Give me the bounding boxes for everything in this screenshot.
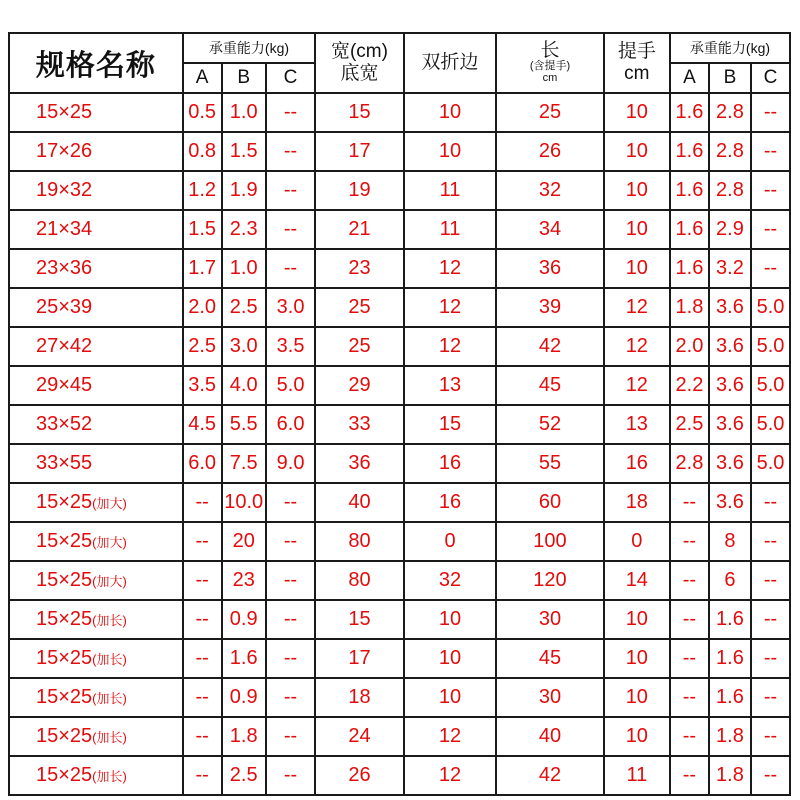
cell-b2: 3.2: [709, 249, 751, 288]
cell-b1: 1.8: [222, 717, 266, 756]
cell-width: 33: [315, 405, 403, 444]
cell-size: [9, 639, 183, 678]
cell-a1: --: [183, 600, 222, 639]
cell-a2: --: [670, 639, 709, 678]
header-length: [496, 33, 603, 93]
cell-a1: 2.0: [183, 288, 222, 327]
cell-size: [9, 366, 183, 405]
cell-a1: 0.5: [183, 93, 222, 132]
size-suffix: (加长): [92, 613, 127, 628]
cell-a2: --: [670, 678, 709, 717]
cell-c1: --: [266, 600, 315, 639]
cell-a1: --: [183, 717, 222, 756]
cell-c2: 5.0: [751, 405, 790, 444]
cell-c1: --: [266, 522, 315, 561]
cell-a1: --: [183, 639, 222, 678]
size-suffix: (加长): [92, 691, 127, 706]
cell-a1: 1.5: [183, 210, 222, 249]
cell-c1: --: [266, 756, 315, 795]
spec-table: [8, 32, 791, 796]
cell-handle: 13: [604, 405, 670, 444]
cell-handle: 12: [604, 327, 670, 366]
cell-a2: 2.5: [670, 405, 709, 444]
cell-width: 23: [315, 249, 403, 288]
cell-width: 21: [315, 210, 403, 249]
header-handle: [604, 33, 670, 93]
cell-a1: --: [183, 756, 222, 795]
cell-a2: 2.2: [670, 366, 709, 405]
size-text: 17×26: [36, 140, 93, 162]
cell-a2: --: [670, 756, 709, 795]
cell-length: 60: [496, 483, 603, 522]
cell-a1: --: [183, 483, 222, 522]
cell-fold: 12: [404, 756, 497, 795]
cell-a2: 1.6: [670, 171, 709, 210]
cell-fold: 13: [404, 366, 497, 405]
table-row: [9, 93, 790, 132]
header-a1: A: [183, 63, 222, 93]
size-text: 15×25: [36, 647, 93, 669]
cell-length: 100: [496, 522, 603, 561]
header-c1: C: [266, 63, 315, 93]
cell-width: 29: [315, 366, 403, 405]
cell-c2: --: [751, 132, 790, 171]
table-row: [9, 483, 790, 522]
cell-b2: 2.8: [709, 93, 751, 132]
cell-width: 24: [315, 717, 403, 756]
cell-b2: 1.6: [709, 639, 751, 678]
cell-b2: 1.6: [709, 678, 751, 717]
cell-b2: 3.6: [709, 444, 751, 483]
size-text: 23×36: [36, 257, 93, 279]
cell-a1: --: [183, 561, 222, 600]
cell-handle: 0: [604, 522, 670, 561]
cell-b2: 1.6: [709, 600, 751, 639]
cell-b1: 2.3: [222, 210, 266, 249]
cell-a2: --: [670, 483, 709, 522]
cell-size: [9, 483, 183, 522]
cell-a1: --: [183, 522, 222, 561]
header-load-group-1: 承重能力(kg): [183, 33, 316, 63]
cell-width: 17: [315, 132, 403, 171]
cell-fold: 11: [404, 171, 497, 210]
cell-fold: 15: [404, 405, 497, 444]
cell-b1: 1.0: [222, 249, 266, 288]
size-text: 15×25: [36, 725, 93, 747]
table-row: [9, 249, 790, 288]
cell-length: 30: [496, 600, 603, 639]
table-row: [9, 561, 790, 600]
cell-b2: 3.6: [709, 366, 751, 405]
size-suffix: (加大): [92, 496, 127, 511]
header-c2: C: [751, 63, 790, 93]
cell-length: 42: [496, 327, 603, 366]
size-suffix: (加长): [92, 652, 127, 667]
cell-b1: 10.0: [222, 483, 266, 522]
cell-c2: --: [751, 483, 790, 522]
cell-b1: 4.0: [222, 366, 266, 405]
size-suffix: (加长): [92, 730, 127, 745]
cell-handle: 12: [604, 366, 670, 405]
cell-width: 25: [315, 327, 403, 366]
size-text: 15×25: [36, 686, 93, 708]
table-row: [9, 756, 790, 795]
size-text: 27×42: [36, 335, 93, 357]
cell-fold: 16: [404, 444, 497, 483]
header-width-line1: 宽(cm): [330, 41, 388, 62]
cell-handle: 10: [604, 600, 670, 639]
cell-handle: 11: [604, 756, 670, 795]
cell-b1: 1.0: [222, 93, 266, 132]
cell-handle: 10: [604, 717, 670, 756]
cell-c1: --: [266, 678, 315, 717]
cell-b2: 6: [709, 561, 751, 600]
cell-c1: --: [266, 132, 315, 171]
cell-c2: --: [751, 210, 790, 249]
size-text: 33×52: [36, 413, 93, 435]
cell-c1: --: [266, 561, 315, 600]
cell-c2: 5.0: [751, 288, 790, 327]
cell-c2: --: [751, 717, 790, 756]
cell-length: 120: [496, 561, 603, 600]
header-a2: A: [670, 63, 709, 93]
cell-a2: 2.8: [670, 444, 709, 483]
cell-c2: 5.0: [751, 327, 790, 366]
table-row: [9, 171, 790, 210]
header-width-line2: 底宽: [340, 63, 379, 84]
cell-handle: 18: [604, 483, 670, 522]
cell-b1: 0.9: [222, 678, 266, 717]
cell-length: 34: [496, 210, 603, 249]
size-text: 15×25: [36, 569, 93, 591]
cell-length: 45: [496, 366, 603, 405]
cell-handle: 12: [604, 288, 670, 327]
cell-a1: 2.5: [183, 327, 222, 366]
cell-handle: 10: [604, 678, 670, 717]
cell-c1: 9.0: [266, 444, 315, 483]
cell-size: [9, 405, 183, 444]
cell-length: 42: [496, 756, 603, 795]
size-text: 15×25: [36, 491, 93, 513]
table-row: [9, 327, 790, 366]
cell-width: 17: [315, 639, 403, 678]
header-row-group: [9, 33, 790, 63]
cell-size: [9, 288, 183, 327]
cell-c2: --: [751, 561, 790, 600]
cell-fold: 10: [404, 93, 497, 132]
cell-a2: --: [670, 522, 709, 561]
cell-b1: 20: [222, 522, 266, 561]
cell-a2: 2.0: [670, 327, 709, 366]
cell-a1: 1.7: [183, 249, 222, 288]
table-row: [9, 678, 790, 717]
size-suffix: (加长): [92, 769, 127, 784]
cell-fold: 11: [404, 210, 497, 249]
cell-handle: 10: [604, 249, 670, 288]
cell-handle: 16: [604, 444, 670, 483]
cell-fold: 12: [404, 249, 497, 288]
cell-length: 39: [496, 288, 603, 327]
table-row: [9, 717, 790, 756]
header-fold: 双折边: [404, 33, 497, 93]
cell-c2: --: [751, 93, 790, 132]
cell-handle: 14: [604, 561, 670, 600]
cell-b1: 5.5: [222, 405, 266, 444]
cell-b1: 2.5: [222, 288, 266, 327]
size-text: 29×45: [36, 374, 93, 396]
cell-size: [9, 522, 183, 561]
cell-a2: 1.6: [670, 210, 709, 249]
size-text: 15×25: [36, 608, 93, 630]
cell-length: 55: [496, 444, 603, 483]
cell-length: 30: [496, 678, 603, 717]
cell-c1: --: [266, 249, 315, 288]
cell-fold: 16: [404, 483, 497, 522]
cell-b2: 3.6: [709, 405, 751, 444]
cell-c1: --: [266, 639, 315, 678]
cell-c2: --: [751, 249, 790, 288]
cell-a1: 1.2: [183, 171, 222, 210]
header-name: 规格名称: [9, 33, 183, 93]
header-b1: B: [222, 63, 266, 93]
cell-fold: 12: [404, 288, 497, 327]
cell-handle: 10: [604, 171, 670, 210]
cell-width: 19: [315, 171, 403, 210]
cell-fold: 12: [404, 717, 497, 756]
size-text: 33×55: [36, 452, 93, 474]
cell-a2: 1.6: [670, 93, 709, 132]
cell-width: 40: [315, 483, 403, 522]
cell-c1: --: [266, 483, 315, 522]
cell-size: [9, 717, 183, 756]
cell-length: 45: [496, 639, 603, 678]
cell-size: [9, 600, 183, 639]
cell-a2: 1.6: [670, 249, 709, 288]
table-row: [9, 366, 790, 405]
cell-c1: 5.0: [266, 366, 315, 405]
cell-width: 80: [315, 561, 403, 600]
cell-b2: 2.8: [709, 132, 751, 171]
cell-size: [9, 93, 183, 132]
cell-c1: 3.5: [266, 327, 315, 366]
cell-c2: --: [751, 756, 790, 795]
cell-length: 25: [496, 93, 603, 132]
header-b2: B: [709, 63, 751, 93]
cell-c2: --: [751, 600, 790, 639]
size-text: 21×34: [36, 218, 93, 240]
cell-length: 40: [496, 717, 603, 756]
cell-fold: 0: [404, 522, 497, 561]
cell-handle: 10: [604, 132, 670, 171]
cell-b1: 7.5: [222, 444, 266, 483]
table-row: [9, 288, 790, 327]
cell-b1: 2.5: [222, 756, 266, 795]
table-row: [9, 132, 790, 171]
header-load-group-2: 承重能力(kg): [670, 33, 790, 63]
cell-length: 32: [496, 171, 603, 210]
cell-c1: --: [266, 210, 315, 249]
cell-fold: 12: [404, 327, 497, 366]
cell-c1: --: [266, 717, 315, 756]
cell-a2: --: [670, 561, 709, 600]
cell-fold: 10: [404, 678, 497, 717]
cell-width: 25: [315, 288, 403, 327]
table-row: [9, 522, 790, 561]
cell-size: [9, 171, 183, 210]
cell-c2: --: [751, 639, 790, 678]
size-text: 15×25: [36, 101, 93, 123]
header-length-bottom: cm: [542, 72, 558, 84]
cell-c2: --: [751, 171, 790, 210]
cell-a2: --: [670, 600, 709, 639]
cell-handle: 10: [604, 639, 670, 678]
cell-size: [9, 756, 183, 795]
cell-fold: 10: [404, 132, 497, 171]
cell-b2: 2.8: [709, 171, 751, 210]
cell-handle: 10: [604, 93, 670, 132]
cell-width: 15: [315, 93, 403, 132]
cell-c2: 5.0: [751, 444, 790, 483]
cell-c1: --: [266, 93, 315, 132]
cell-handle: 10: [604, 210, 670, 249]
cell-b1: 3.0: [222, 327, 266, 366]
cell-size: [9, 210, 183, 249]
cell-size: [9, 249, 183, 288]
cell-b1: 1.9: [222, 171, 266, 210]
cell-b1: 23: [222, 561, 266, 600]
cell-a1: 3.5: [183, 366, 222, 405]
cell-b2: 3.6: [709, 288, 751, 327]
cell-b2: 1.8: [709, 756, 751, 795]
cell-c2: 5.0: [751, 366, 790, 405]
cell-width: 26: [315, 756, 403, 795]
header-handle-line1: 提手: [617, 41, 656, 62]
header-length-top: 长: [540, 40, 560, 61]
header-length-mid: (含提手): [529, 60, 571, 72]
cell-fold: 10: [404, 639, 497, 678]
table-row: [9, 639, 790, 678]
size-text: 19×32: [36, 179, 93, 201]
cell-b2: 8: [709, 522, 751, 561]
cell-a1: 6.0: [183, 444, 222, 483]
cell-size: [9, 132, 183, 171]
cell-b1: 1.6: [222, 639, 266, 678]
header-handle-line2: cm: [624, 63, 650, 84]
cell-length: 36: [496, 249, 603, 288]
table-row: [9, 600, 790, 639]
table-row: [9, 405, 790, 444]
cell-fold: 10: [404, 600, 497, 639]
cell-b1: 0.9: [222, 600, 266, 639]
cell-c1: 6.0: [266, 405, 315, 444]
size-suffix: (加大): [92, 535, 127, 550]
cell-a2: --: [670, 717, 709, 756]
size-suffix: (加大): [92, 574, 127, 589]
cell-c2: --: [751, 678, 790, 717]
size-text: 25×39: [36, 296, 93, 318]
cell-a2: 1.8: [670, 288, 709, 327]
cell-width: 80: [315, 522, 403, 561]
cell-c1: 3.0: [266, 288, 315, 327]
cell-size: [9, 444, 183, 483]
size-text: 15×25: [36, 530, 93, 552]
cell-c2: --: [751, 522, 790, 561]
cell-width: 36: [315, 444, 403, 483]
cell-a1: --: [183, 678, 222, 717]
cell-a1: 0.8: [183, 132, 222, 171]
cell-b2: 1.8: [709, 717, 751, 756]
cell-width: 15: [315, 600, 403, 639]
cell-size: [9, 678, 183, 717]
cell-width: 18: [315, 678, 403, 717]
cell-length: 52: [496, 405, 603, 444]
header-width: [315, 33, 403, 93]
table-row: [9, 444, 790, 483]
cell-size: [9, 561, 183, 600]
cell-c1: --: [266, 171, 315, 210]
cell-a2: 1.6: [670, 132, 709, 171]
cell-b2: 3.6: [709, 483, 751, 522]
cell-a1: 4.5: [183, 405, 222, 444]
cell-length: 26: [496, 132, 603, 171]
size-text: 15×25: [36, 764, 93, 786]
cell-b1: 1.5: [222, 132, 266, 171]
cell-fold: 32: [404, 561, 497, 600]
table-body: [9, 33, 790, 795]
cell-b2: 3.6: [709, 327, 751, 366]
cell-b2: 2.9: [709, 210, 751, 249]
table-row: [9, 210, 790, 249]
cell-size: [9, 327, 183, 366]
